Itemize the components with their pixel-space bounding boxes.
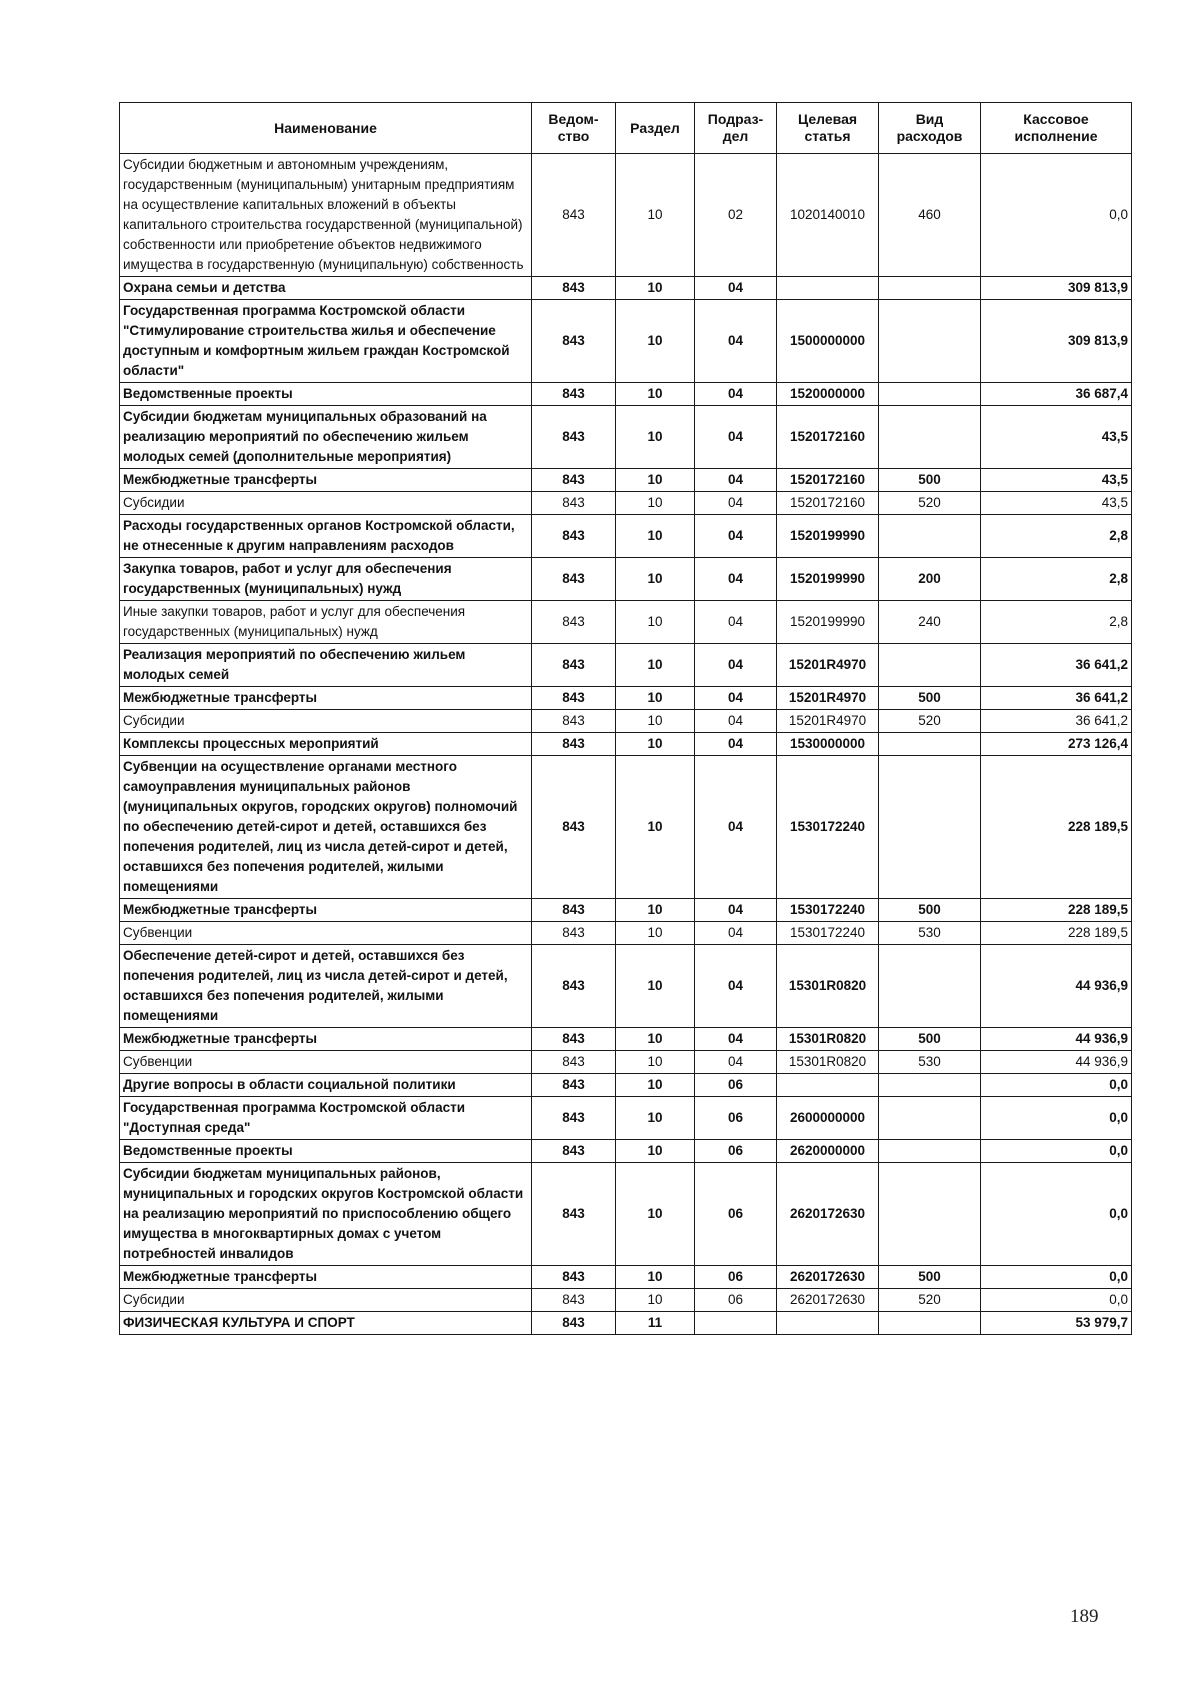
row-target-item-cell: 2620172630 <box>777 1289 879 1312</box>
row-subsection-cell: 04 <box>695 1051 777 1074</box>
row-section-cell: 10 <box>616 687 695 710</box>
row-target-item-cell <box>777 1312 879 1335</box>
row-target-item-cell: 1520199990 <box>777 558 879 601</box>
table-row <box>120 922 1132 945</box>
row-expense-type-cell: 530 <box>879 922 981 945</box>
row-name-cell: Государственная программа Костромской области "Стимулирование строительства жилья и обеспечение доступным и комфортным жильем граждан Костромской области" <box>120 300 532 383</box>
row-name-cell: Комплексы процессных мероприятий <box>120 733 532 756</box>
header-expense-type: Вид расходов <box>879 103 981 154</box>
row-target-item-cell: 1520199990 <box>777 601 879 644</box>
table-row <box>120 558 1132 601</box>
row-department-cell: 843 <box>532 899 616 922</box>
row-expense-type-cell: 460 <box>879 154 981 277</box>
row-subsection-cell: 04 <box>695 899 777 922</box>
row-cash-execution-cell: 273 126,4 <box>981 733 1132 756</box>
row-subsection-cell: 04 <box>695 1028 777 1051</box>
row-subsection-cell: 06 <box>695 1163 777 1266</box>
row-department-cell: 843 <box>532 1140 616 1163</box>
row-section-cell: 10 <box>616 1097 695 1140</box>
row-subsection-cell: 04 <box>695 492 777 515</box>
row-target-item-cell: 1530000000 <box>777 733 879 756</box>
row-name-cell: Расходы государственных органов Костромской области, не отнесенные к другим направлениям расходов <box>120 515 532 558</box>
row-subsection-cell <box>695 1312 777 1335</box>
row-section-cell: 10 <box>616 710 695 733</box>
row-section-cell: 10 <box>616 1028 695 1051</box>
row-section-cell: 10 <box>616 383 695 406</box>
row-department-cell: 843 <box>532 756 616 899</box>
row-name-cell: Субсидии бюджетам муниципальных образований на реализацию мероприятий по обеспечению жильем молодых семей (дополнительные мероприятия) <box>120 406 532 469</box>
row-name-cell: Ведомственные проекты <box>120 383 532 406</box>
row-department-cell: 843 <box>532 492 616 515</box>
row-target-item-cell: 1020140010 <box>777 154 879 277</box>
row-expense-type-cell <box>879 1140 981 1163</box>
table-row <box>120 383 1132 406</box>
row-expense-type-cell <box>879 383 981 406</box>
row-section-cell: 10 <box>616 406 695 469</box>
row-expense-type-cell <box>879 945 981 1028</box>
row-name-cell: Субсидии бюджетам муниципальных районов, муниципальных и городских округов Костромской области на реализацию мероприятий по приспособлению общего имущества в многоквартирных домах с учетом потребностей инвалидов <box>120 1163 532 1266</box>
row-target-item-cell: 15301R0820 <box>777 945 879 1028</box>
row-subsection-cell: 04 <box>695 687 777 710</box>
row-section-cell: 10 <box>616 1074 695 1097</box>
row-name-cell: Межбюджетные трансферты <box>120 469 532 492</box>
row-department-cell: 843 <box>532 1289 616 1312</box>
table-row <box>120 300 1132 383</box>
row-expense-type-cell <box>879 277 981 300</box>
row-target-item-cell: 1520172160 <box>777 469 879 492</box>
row-expense-type-cell <box>879 300 981 383</box>
table-row <box>120 154 1132 277</box>
row-expense-type-cell <box>879 756 981 899</box>
row-department-cell: 843 <box>532 644 616 687</box>
row-expense-type-cell: 500 <box>879 687 981 710</box>
row-subsection-cell: 04 <box>695 945 777 1028</box>
row-department-cell: 843 <box>532 1074 616 1097</box>
row-subsection-cell: 04 <box>695 558 777 601</box>
row-target-item-cell: 1530172240 <box>777 756 879 899</box>
table-row <box>120 1028 1132 1051</box>
row-subsection-cell: 04 <box>695 469 777 492</box>
table-row <box>120 1051 1132 1074</box>
table-row <box>120 1074 1132 1097</box>
row-cash-execution-cell: 0,0 <box>981 1074 1132 1097</box>
row-section-cell: 11 <box>616 1312 695 1335</box>
row-department-cell: 843 <box>532 1051 616 1074</box>
row-target-item-cell: 1520199990 <box>777 515 879 558</box>
table-body <box>120 154 1132 1335</box>
header-department: Ведом-ство <box>532 103 616 154</box>
row-section-cell: 10 <box>616 1051 695 1074</box>
row-name-cell: Межбюджетные трансферты <box>120 1028 532 1051</box>
row-section-cell: 10 <box>616 922 695 945</box>
header-target-item: Целевая статья <box>777 103 879 154</box>
row-cash-execution-cell: 228 189,5 <box>981 899 1132 922</box>
row-name-cell: Субвенции <box>120 922 532 945</box>
row-name-cell: Межбюджетные трансферты <box>120 899 532 922</box>
row-section-cell: 10 <box>616 300 695 383</box>
row-subsection-cell: 04 <box>695 515 777 558</box>
header-cash-execution: Кассовое исполнение <box>981 103 1132 154</box>
table-row <box>120 1289 1132 1312</box>
table-row <box>120 1140 1132 1163</box>
row-section-cell: 10 <box>616 154 695 277</box>
row-subsection-cell: 04 <box>695 733 777 756</box>
row-subsection-cell: 04 <box>695 277 777 300</box>
row-expense-type-cell: 520 <box>879 710 981 733</box>
row-name-cell: Иные закупки товаров, работ и услуг для обеспечения государственных (муниципальных) нужд <box>120 601 532 644</box>
row-name-cell: ФИЗИЧЕСКАЯ КУЛЬТУРА И СПОРТ <box>120 1312 532 1335</box>
table-row <box>120 945 1132 1028</box>
row-department-cell: 843 <box>532 1312 616 1335</box>
row-section-cell: 10 <box>616 756 695 899</box>
row-section-cell: 10 <box>616 277 695 300</box>
row-subsection-cell: 04 <box>695 406 777 469</box>
row-expense-type-cell <box>879 1074 981 1097</box>
row-expense-type-cell: 500 <box>879 1028 981 1051</box>
row-target-item-cell: 1520172160 <box>777 492 879 515</box>
row-department-cell: 843 <box>532 300 616 383</box>
row-subsection-cell: 04 <box>695 300 777 383</box>
row-department-cell: 843 <box>532 515 616 558</box>
row-section-cell: 10 <box>616 1266 695 1289</box>
row-section-cell: 10 <box>616 492 695 515</box>
row-target-item-cell: 1500000000 <box>777 300 879 383</box>
row-name-cell: Субвенции <box>120 1051 532 1074</box>
row-target-item-cell: 2620000000 <box>777 1140 879 1163</box>
row-cash-execution-cell: 228 189,5 <box>981 922 1132 945</box>
row-target-item-cell: 15201R4970 <box>777 710 879 733</box>
row-subsection-cell: 06 <box>695 1266 777 1289</box>
row-cash-execution-cell: 36 641,2 <box>981 710 1132 733</box>
table-row <box>120 756 1132 899</box>
row-section-cell: 10 <box>616 601 695 644</box>
row-expense-type-cell: 500 <box>879 899 981 922</box>
row-target-item-cell: 15201R4970 <box>777 687 879 710</box>
row-subsection-cell: 06 <box>695 1074 777 1097</box>
row-department-cell: 843 <box>532 710 616 733</box>
row-subsection-cell: 06 <box>695 1097 777 1140</box>
row-cash-execution-cell: 309 813,9 <box>981 277 1132 300</box>
row-department-cell: 843 <box>532 558 616 601</box>
row-department-cell: 843 <box>532 1028 616 1051</box>
table-header-row <box>120 103 1132 154</box>
row-cash-execution-cell: 44 936,9 <box>981 1028 1132 1051</box>
row-name-cell: Государственная программа Костромской области "Доступная среда" <box>120 1097 532 1140</box>
row-cash-execution-cell: 36 641,2 <box>981 644 1132 687</box>
row-expense-type-cell <box>879 1312 981 1335</box>
table-row <box>120 1266 1132 1289</box>
row-cash-execution-cell: 0,0 <box>981 1289 1132 1312</box>
table-row <box>120 1097 1132 1140</box>
table-row <box>120 1163 1132 1266</box>
row-cash-execution-cell: 228 189,5 <box>981 756 1132 899</box>
row-expense-type-cell <box>879 1097 981 1140</box>
row-section-cell: 10 <box>616 515 695 558</box>
table-row <box>120 469 1132 492</box>
row-department-cell: 843 <box>532 1163 616 1266</box>
row-cash-execution-cell: 36 687,4 <box>981 383 1132 406</box>
row-target-item-cell: 1530172240 <box>777 899 879 922</box>
header-section: Раздел <box>616 103 695 154</box>
row-department-cell: 843 <box>532 383 616 406</box>
row-cash-execution-cell: 309 813,9 <box>981 300 1132 383</box>
row-name-cell: Субсидии бюджетным и автономным учреждениям, государственным (муниципальным) унитарным предприятиям на осуществление капитальных вложений в объекты капитального строительства государственной (муниципальной) собственности или приобретение объектов недвижимого имущества в государственную (муниципальную) собственность <box>120 154 532 277</box>
row-department-cell: 843 <box>532 469 616 492</box>
row-expense-type-cell: 500 <box>879 1266 981 1289</box>
row-cash-execution-cell: 44 936,9 <box>981 945 1132 1028</box>
row-expense-type-cell: 500 <box>879 469 981 492</box>
row-cash-execution-cell: 43,5 <box>981 469 1132 492</box>
row-expense-type-cell <box>879 1163 981 1266</box>
row-target-item-cell: 1530172240 <box>777 922 879 945</box>
row-target-item-cell: 2620172630 <box>777 1163 879 1266</box>
row-subsection-cell: 06 <box>695 1140 777 1163</box>
row-name-cell: Обеспечение детей-сирот и детей, оставшихся без попечения родителей, лиц из числа детей-сирот и детей, оставшихся без попечения родителей, жилыми помещениями <box>120 945 532 1028</box>
row-name-cell: Реализация мероприятий по обеспечению жильем молодых семей <box>120 644 532 687</box>
table-row <box>120 406 1132 469</box>
row-subsection-cell: 06 <box>695 1289 777 1312</box>
row-target-item-cell <box>777 277 879 300</box>
table-row <box>120 687 1132 710</box>
row-department-cell: 843 <box>532 277 616 300</box>
header-subsection: Подраз-дел <box>695 103 777 154</box>
row-subsection-cell: 04 <box>695 601 777 644</box>
row-name-cell: Субвенции на осуществление органами местного самоуправления муниципальных районов (муниципальных округов, городских округов) полномочий по обеспечению детей-сирот и детей, оставшихся без попечения родителей, лиц из числа детей-сирот и детей, оставшихся без попечения родителей, жилыми помещениями <box>120 756 532 899</box>
row-name-cell: Межбюджетные трансферты <box>120 687 532 710</box>
row-expense-type-cell <box>879 644 981 687</box>
row-department-cell: 843 <box>532 154 616 277</box>
table-row <box>120 710 1132 733</box>
row-cash-execution-cell: 53 979,7 <box>981 1312 1132 1335</box>
row-cash-execution-cell: 44 936,9 <box>981 1051 1132 1074</box>
row-department-cell: 843 <box>532 945 616 1028</box>
header-name: Наименование <box>120 103 532 154</box>
row-name-cell: Субсидии <box>120 1289 532 1312</box>
row-subsection-cell: 04 <box>695 710 777 733</box>
row-cash-execution-cell: 0,0 <box>981 1097 1132 1140</box>
table-row <box>120 277 1132 300</box>
row-expense-type-cell <box>879 515 981 558</box>
row-expense-type-cell: 200 <box>879 558 981 601</box>
row-cash-execution-cell: 36 641,2 <box>981 687 1132 710</box>
row-target-item-cell: 2600000000 <box>777 1097 879 1140</box>
row-department-cell: 843 <box>532 733 616 756</box>
row-cash-execution-cell: 2,8 <box>981 601 1132 644</box>
row-section-cell: 10 <box>616 899 695 922</box>
table-row <box>120 601 1132 644</box>
row-expense-type-cell <box>879 406 981 469</box>
row-section-cell: 10 <box>616 469 695 492</box>
row-department-cell: 843 <box>532 687 616 710</box>
row-target-item-cell: 1520000000 <box>777 383 879 406</box>
row-department-cell: 843 <box>532 1266 616 1289</box>
row-department-cell: 843 <box>532 601 616 644</box>
row-subsection-cell: 04 <box>695 756 777 899</box>
row-name-cell: Межбюджетные трансферты <box>120 1266 532 1289</box>
row-section-cell: 10 <box>616 733 695 756</box>
row-cash-execution-cell: 0,0 <box>981 1140 1132 1163</box>
row-target-item-cell: 15301R0820 <box>777 1051 879 1074</box>
row-expense-type-cell <box>879 733 981 756</box>
row-expense-type-cell: 530 <box>879 1051 981 1074</box>
table-row <box>120 899 1132 922</box>
row-target-item-cell: 15301R0820 <box>777 1028 879 1051</box>
row-expense-type-cell: 520 <box>879 1289 981 1312</box>
row-subsection-cell: 04 <box>695 644 777 687</box>
row-cash-execution-cell: 0,0 <box>981 1266 1132 1289</box>
row-target-item-cell: 15201R4970 <box>777 644 879 687</box>
row-cash-execution-cell: 2,8 <box>981 515 1132 558</box>
row-section-cell: 10 <box>616 1163 695 1266</box>
row-expense-type-cell: 240 <box>879 601 981 644</box>
row-target-item-cell: 1520172160 <box>777 406 879 469</box>
table-row <box>120 733 1132 756</box>
row-name-cell: Ведомственные проекты <box>120 1140 532 1163</box>
row-cash-execution-cell: 43,5 <box>981 406 1132 469</box>
row-cash-execution-cell: 43,5 <box>981 492 1132 515</box>
row-section-cell: 10 <box>616 945 695 1028</box>
table-row <box>120 1312 1132 1335</box>
page-number: 189 <box>1070 1606 1099 1627</box>
row-subsection-cell: 04 <box>695 383 777 406</box>
budget-table <box>119 102 1132 1335</box>
row-name-cell: Субсидии <box>120 492 532 515</box>
row-cash-execution-cell: 2,8 <box>981 558 1132 601</box>
table-row <box>120 644 1132 687</box>
table-row <box>120 492 1132 515</box>
row-subsection-cell: 02 <box>695 154 777 277</box>
row-expense-type-cell: 520 <box>879 492 981 515</box>
row-cash-execution-cell: 0,0 <box>981 1163 1132 1266</box>
row-cash-execution-cell: 0,0 <box>981 154 1132 277</box>
row-name-cell: Закупка товаров, работ и услуг для обеспечения государственных (муниципальных) нужд <box>120 558 532 601</box>
row-section-cell: 10 <box>616 644 695 687</box>
row-section-cell: 10 <box>616 1140 695 1163</box>
row-department-cell: 843 <box>532 406 616 469</box>
row-name-cell: Субсидии <box>120 710 532 733</box>
row-section-cell: 10 <box>616 558 695 601</box>
row-name-cell: Другие вопросы в области социальной политики <box>120 1074 532 1097</box>
row-department-cell: 843 <box>532 1097 616 1140</box>
row-target-item-cell: 2620172630 <box>777 1266 879 1289</box>
row-target-item-cell <box>777 1074 879 1097</box>
table-row <box>120 515 1132 558</box>
row-department-cell: 843 <box>532 922 616 945</box>
row-name-cell: Охрана семьи и детства <box>120 277 532 300</box>
row-subsection-cell: 04 <box>695 922 777 945</box>
row-section-cell: 10 <box>616 1289 695 1312</box>
